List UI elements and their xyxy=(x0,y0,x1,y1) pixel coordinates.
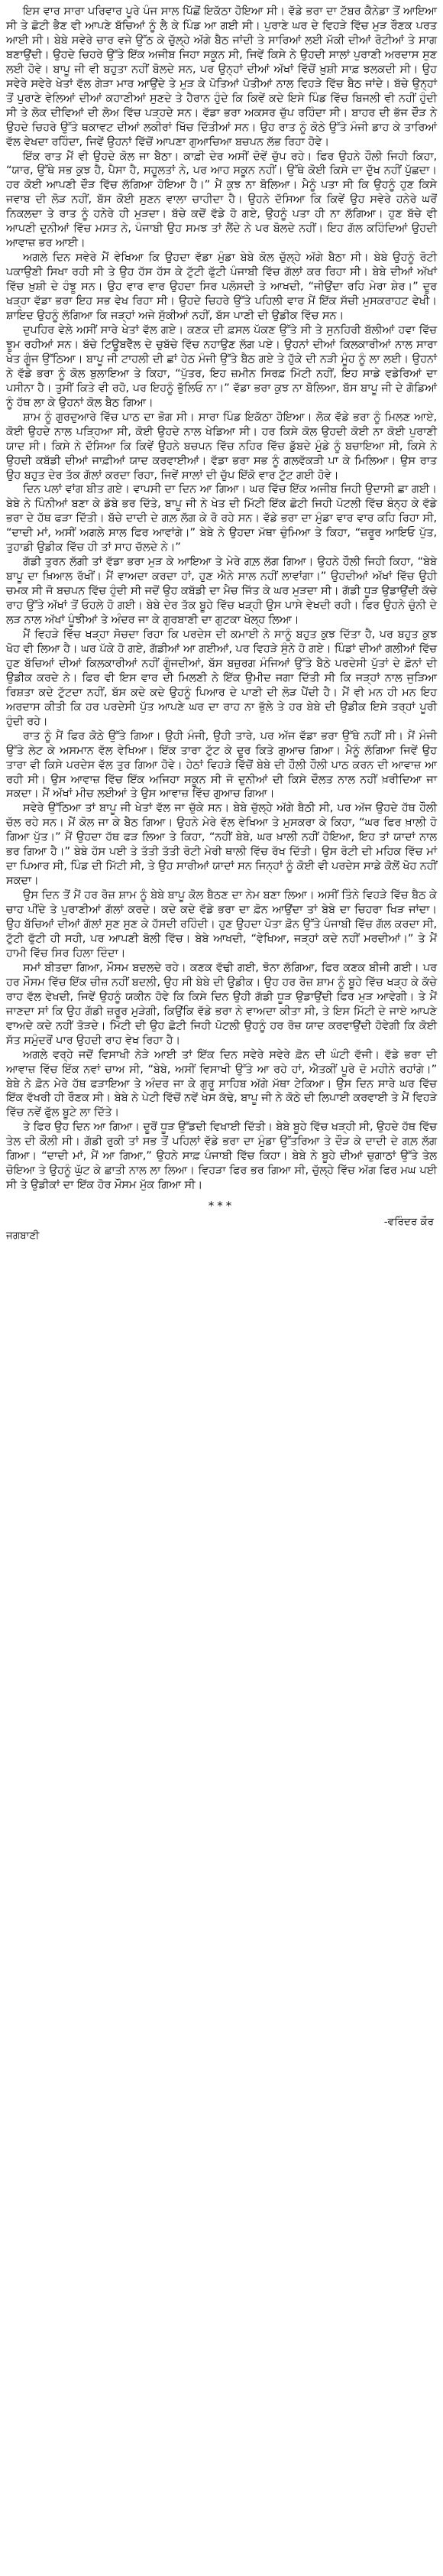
story-paragraph: ਸ਼ਾਮ ਨੂੰ ਗੁਰਦੁਆਰੇ ਵਿੱਚ ਪਾਠ ਦਾ ਭੋਗ ਸੀ। ਸਾਰਾ ਪਿੰਡ ਇਕੱਠਾ ਹੋਇਆ। ਲੋਕ ਵੱਡੇ ਭਰਾ ਨੂੰ ਮਿਲਣ ਆਏ, ਕੋਈ ਉਹਦੇ ਨਾਲ ਪੜ੍ਹਿਆ ਸੀ, ਕੋਈ ਉਹਦੇ ਨਾਲ ਖੇਡਿਆ ਸੀ। ਹਰ ਕਿਸੇ ਕੋਲ ਉਹਦੀ ਕੋਈ ਨਾ ਕੋਈ ਪੁਰਾਣੀ ਯਾਦ ਸੀ। ਕਿਸੇ ਨੇ ਦੱਸਿਆ ਕਿ ਕਿਵੇਂ ਉਹਨੇ ਬਚਪਨ ਵਿੱਚ ਨਹਿਰ ਵਿੱਚ ਡੁੱਬਦੇ ਮੁੰਡੇ ਨੂੰ ਬਚਾਇਆ ਸੀ, ਕਿਸੇ ਨੇ ਉਹਦੀ ਕਬੱਡੀ ਦੀਆਂ ਜਾਫ਼ੀਆਂ ਯਾਦ ਕਰਵਾਈਆਂ। ਵੱਡਾ ਭਰਾ ਸਭ ਨੂੰ ਗਲਵੱਕੜੀ ਪਾ ਕੇ ਮਿਲਿਆ। ਉਸ ਰਾਤ ਉਹ ਬਹੁਤ ਦੇਰ ਤੱਕ ਗੱਲਾਂ ਕਰਦਾ ਰਿਹਾ, ਜਿਵੇਂ ਸਾਲਾਂ ਦੀ ਚੁੱਪ ਇੱਕੋ ਵਾਰ ਟੁੱਟ ਗਈ ਹੋਵੇ। xyxy=(6,410,437,482)
story-paragraph: ਇਸ ਵਾਰ ਸਾਰਾ ਪਰਿਵਾਰ ਪੂਰੇ ਪੰਜ ਸਾਲ ਪਿੱਛੋਂ ਇਕੱਠਾ ਹੋਇਆ ਸੀ। ਵੱਡੇ ਭਰਾ ਦਾ ਟੱਬਰ ਕੈਨੇਡਾ ਤੋਂ ਆਇਆ ਸੀ ਤੇ ਛੋਟੀ ਭੈਣ ਵੀ ਆਪਣੇ ਬੱਚਿਆਂ ਨੂੰ ਲੈ ਕੇ ਪਿੰਡ ਆ ਗਈ ਸੀ। ਪੁਰਾਣੇ ਘਰ ਦੇ ਵਿਹੜੇ ਵਿੱਚ ਮੁੜ ਰੌਣਕ ਪਰਤ ਆਈ ਸੀ। ਬੇਬੇ ਸਵੇਰੇ ਚਾਰ ਵਜੇ ਉੱਠ ਕੇ ਚੁੱਲ੍ਹੇ ਅੱਗੇ ਬੈਠ ਜਾਂਦੀ ਤੇ ਸਾਰਿਆਂ ਲਈ ਮੱਕੀ ਦੀਆਂ ਰੋਟੀਆਂ ਤੇ ਸਾਗ ਬਣਾਉਂਦੀ। ਉਹਦੇ ਚਿਹਰੇ ਉੱਤੇ ਇੱਕ ਅਜੀਬ ਜਿਹਾ ਸਕੂਨ ਸੀ, ਜਿਵੇਂ ਕਿਸੇ ਨੇ ਉਹਦੀ ਸਾਲਾਂ ਪੁਰਾਣੀ ਅਰਦਾਸ ਸੁਣ ਲਈ ਹੋਵੇ। ਬਾਪੂ ਜੀ ਵੀ ਬਹੁਤਾ ਨਹੀਂ ਬੋਲਦੇ ਸਨ, ਪਰ ਉਨ੍ਹਾਂ ਦੀਆਂ ਅੱਖਾਂ ਵਿੱਚੋਂ ਖ਼ੁਸ਼ੀ ਸਾਫ਼ ਝਲਕਦੀ ਸੀ। ਉਹ ਸਵੇਰੇ ਸਵੇਰੇ ਖੇਤਾਂ ਵੱਲ ਗੇੜਾ ਮਾਰ ਆਉਂਦੇ ਤੇ ਮੁੜ ਕੇ ਪੋਤਿਆਂ ਪੋਤੀਆਂ ਨਾਲ ਵਿਹੜੇ ਵਿੱਚ ਬੈਠ ਜਾਂਦੇ। ਬੱਚੇ ਉਨ੍ਹਾਂ ਤੋਂ ਪੁਰਾਣੇ ਵੇਲਿਆਂ ਦੀਆਂ ਕਹਾਣੀਆਂ ਸੁਣਦੇ ਤੇ ਹੈਰਾਨ ਹੁੰਦੇ ਕਿ ਕਿਵੇਂ ਕਦੇ ਇਸੇ ਪਿੰਡ ਵਿੱਚ ਬਿਜਲੀ ਵੀ ਨਹੀਂ ਹੁੰਦੀ ਸੀ ਤੇ ਲੋਕ ਦੀਵਿਆਂ ਦੀ ਲੋਅ ਵਿੱਚ ਪੜ੍ਹਦੇ ਸਨ। ਵੱਡਾ ਭਰਾ ਅਕਸਰ ਚੁੱਪ ਰਹਿੰਦਾ ਸੀ। ਬਾਹਰ ਦੀ ਭੱਜ ਦੌੜ ਨੇ ਉਹਦੇ ਚਿਹਰੇ ਉੱਤੇ ਥਕਾਵਟ ਦੀਆਂ ਲਕੀਰਾਂ ਖਿੱਚ ਦਿੱਤੀਆਂ ਸਨ। ਉਹ ਰਾਤ ਨੂੰ ਕੋਠੇ ਉੱਤੇ ਮੰਜੀ ਡਾਹ ਕੇ ਤਾਰਿਆਂ ਵੱਲ ਵੇਖਦਾ ਰਹਿੰਦਾ, ਜਿਵੇਂ ਉਹਨਾਂ ਵਿੱਚੋਂ ਆਪਣਾ ਗੁਆਚਿਆ ਬਚਪਨ ਲੱਭ ਰਿਹਾ ਹੋਵੇ। xyxy=(6,5,437,148)
story-body xyxy=(6,5,437,1193)
section-divider: *** xyxy=(208,1199,235,1213)
story-paragraph: ਦੁਪਹਿਰ ਵੇਲੇ ਅਸੀਂ ਸਾਰੇ ਖੇਤਾਂ ਵੱਲ ਗਏ। ਕਣਕ ਦੀ ਫ਼ਸਲ ਪੱਕਣ ਉੱਤੇ ਸੀ ਤੇ ਸੁਨਹਿਰੀ ਬੱਲੀਆਂ ਹਵਾ ਵਿੱਚ ਝੂਮ ਰਹੀਆਂ ਸਨ। ਬੱਚੇ ਟਿਊਬਵੈੱਲ ਦੇ ਚੁਬੱਚੇ ਵਿੱਚ ਨਹਾਉਣ ਲੱਗ ਪਏ। ਉਹਨਾਂ ਦੀਆਂ ਕਿਲਕਾਰੀਆਂ ਨਾਲ ਸਾਰਾ ਖੇਤ ਗੂੰਜ ਉੱਠਿਆ। ਬਾਪੂ ਜੀ ਟਾਹਲੀ ਦੀ ਛਾਂ ਹੇਠ ਮੰਜੀ ਉੱਤੇ ਬੈਠ ਗਏ ਤੇ ਹੁੱਕੇ ਦੀ ਨੜੀ ਮੂੰਹ ਨੂੰ ਲਾ ਲਈ। ਉਹਨਾਂ ਨੇ ਵੱਡੇ ਭਰਾ ਨੂੰ ਕੋਲ ਬੁਲਾਇਆ ਤੇ ਕਿਹਾ, “ਪੁੱਤਰ, ਇਹ ਜ਼ਮੀਨ ਸਿਰਫ਼ ਮਿੱਟੀ ਨਹੀਂ, ਇਹ ਸਾਡੇ ਵਡੇਰਿਆਂ ਦਾ ਪਸੀਨਾ ਹੈ। ਤੁਸੀਂ ਕਿਤੇ ਵੀ ਰਹੋ, ਪਰ ਇਹਨੂੰ ਭੁੱਲਿਓ ਨਾ।” ਵੱਡਾ ਭਰਾ ਕੁਝ ਨਾ ਬੋਲਿਆ, ਬੱਸ ਬਾਪੂ ਜੀ ਦੇ ਗੋਡਿਆਂ ਨੂੰ ਹੱਥ ਲਾ ਕੇ ਉਹਨਾਂ ਕੋਲ ਬੈਠ ਗਿਆ। xyxy=(6,323,437,409)
story-paragraph: ਉਸ ਦਿਨ ਤੋਂ ਮੈਂ ਹਰ ਰੋਜ਼ ਸ਼ਾਮ ਨੂੰ ਬੇਬੇ ਬਾਪੂ ਕੋਲ ਬੈਠਣ ਦਾ ਨੇਮ ਬਣਾ ਲਿਆ। ਅਸੀਂ ਤਿੰਨੇ ਵਿਹੜੇ ਵਿੱਚ ਬੈਠ ਕੇ ਚਾਹ ਪੀਂਦੇ ਤੇ ਪੁਰਾਣੀਆਂ ਗੱਲਾਂ ਕਰਦੇ। ਕਦੇ ਕਦੇ ਵੱਡੇ ਭਰਾ ਦਾ ਫ਼ੋਨ ਆਉਂਦਾ ਤਾਂ ਬੇਬੇ ਦਾ ਚਿਹਰਾ ਖਿੜ ਜਾਂਦਾ। ਉਹ ਬੱਚਿਆਂ ਦੀਆਂ ਗੱਲਾਂ ਸੁਣ ਸੁਣ ਕੇ ਹੱਸਦੀ ਰਹਿੰਦੀ। ਹੁਣ ਉਹਦਾ ਪੋਤਾ ਫ਼ੋਨ ਉੱਤੇ ਪੰਜਾਬੀ ਵਿੱਚ ਗੱਲ ਕਰਦਾ ਸੀ, ਟੁੱਟੀ ਫੁੱਟੀ ਹੀ ਸਹੀ, ਪਰ ਆਪਣੀ ਬੋਲੀ ਵਿੱਚ। ਬੇਬੇ ਆਖਦੀ, “ਵੇਖਿਆ, ਜੜ੍ਹਾਂ ਕਦੇ ਨਹੀਂ ਮਰਦੀਆਂ।” ਤੇ ਮੈਂ ਹਾਮੀ ਵਿੱਚ ਸਿਰ ਹਿਲਾ ਦਿੰਦਾ। xyxy=(6,888,437,960)
story-paragraph: ਗੱਡੀ ਤੁਰਨ ਲੱਗੀ ਤਾਂ ਵੱਡਾ ਭਰਾ ਮੁੜ ਕੇ ਆਇਆ ਤੇ ਮੇਰੇ ਗਲ਼ ਲੱਗ ਗਿਆ। ਉਹਨੇ ਹੌਲੀ ਜਿਹੀ ਕਿਹਾ, “ਬੇਬੇ ਬਾਪੂ ਦਾ ਖ਼ਿਆਲ ਰੱਖੀਂ। ਮੈਂ ਵਾਅਦਾ ਕਰਦਾ ਹਾਂ, ਹੁਣ ਐਨੇ ਸਾਲ ਨਹੀਂ ਲਾਵਾਂਗਾ।” ਉਹਦੀਆਂ ਅੱਖਾਂ ਵਿੱਚ ਉਹੀ ਚਮਕ ਸੀ ਜੋ ਬਚਪਨ ਵਿੱਚ ਹੁੰਦੀ ਸੀ ਜਦੋਂ ਉਹ ਕਬੱਡੀ ਦਾ ਮੈਚ ਜਿੱਤ ਕੇ ਘਰ ਮੁੜਦਾ ਸੀ। ਗੱਡੀ ਧੂੜ ਉਡਾਉਂਦੀ ਕੱਚੇ ਰਾਹ ਉੱਤੇ ਅੱਖਾਂ ਤੋਂ ਓਹਲੇ ਹੋ ਗਈ। ਬੇਬੇ ਦੇਰ ਤੱਕ ਬੂਹੇ ਵਿੱਚ ਖੜ੍ਹੀ ਉਸ ਪਾਸੇ ਵੇਖਦੀ ਰਹੀ। ਫਿਰ ਉਹਨੇ ਚੁੰਨੀ ਦੇ ਲੜ ਨਾਲ ਅੱਖਾਂ ਪੂੰਝੀਆਂ ਤੇ ਅੰਦਰ ਜਾ ਕੇ ਗੁਰਬਾਣੀ ਦਾ ਗੁਟਕਾ ਖੋਲ੍ਹ ਲਿਆ। xyxy=(6,555,437,627)
source-credit: ਜਗਬਾਣੀ xyxy=(6,1230,40,1243)
story-paragraph: ਸਵੇਰੇ ਉੱਠਿਆ ਤਾਂ ਬਾਪੂ ਜੀ ਖੇਤਾਂ ਵੱਲ ਜਾ ਚੁੱਕੇ ਸਨ। ਬੇਬੇ ਚੁੱਲ੍ਹੇ ਅੱਗੇ ਬੈਠੀ ਸੀ, ਪਰ ਅੱਜ ਉਹਦੇ ਹੱਥ ਹੌਲੀ ਚੱਲ ਰਹੇ ਸਨ। ਮੈਂ ਕੋਲ ਜਾ ਕੇ ਬੈਠ ਗਿਆ। ਉਹਨੇ ਮੇਰੇ ਵੱਲ ਵੇਖਿਆ ਤੇ ਮੁਸਕਰਾ ਕੇ ਕਿਹਾ, “ਘਰ ਫਿਰ ਖ਼ਾਲੀ ਹੋ ਗਿਆ ਪੁੱਤ।” ਮੈਂ ਉਹਦਾ ਹੱਥ ਫੜ ਲਿਆ ਤੇ ਕਿਹਾ, “ਨਹੀਂ ਬੇਬੇ, ਘਰ ਖ਼ਾਲੀ ਨਹੀਂ ਹੋਇਆ, ਇਹ ਤਾਂ ਯਾਦਾਂ ਨਾਲ ਭਰ ਗਿਆ ਹੈ।” ਬੇਬੇ ਹੱਸ ਪਈ ਤੇ ਤੱਤੀ ਤੱਤੀ ਰੋਟੀ ਮੇਰੀ ਥਾਲੀ ਵਿੱਚ ਰੱਖ ਦਿੱਤੀ। ਉਸ ਰੋਟੀ ਦੀ ਮਹਿਕ ਵਿੱਚ ਮਾਂ ਦਾ ਪਿਆਰ ਸੀ, ਪਿੰਡ ਦੀ ਮਿੱਟੀ ਸੀ, ਤੇ ਉਹ ਸਾਰੀਆਂ ਯਾਦਾਂ ਸਨ ਜਿਨ੍ਹਾਂ ਨੂੰ ਕੋਈ ਵੀ ਪਰਦੇਸ ਸਾਡੇ ਕੋਲੋਂ ਖੋਹ ਨਹੀਂ ਸਕਦਾ। xyxy=(6,801,437,888)
story-paragraph: ਤੇ ਫਿਰ ਉਹ ਦਿਨ ਆ ਗਿਆ। ਦੂਰੋਂ ਧੂੜ ਉੱਡਦੀ ਵਿਖਾਈ ਦਿੱਤੀ। ਬੇਬੇ ਬੂਹੇ ਵਿੱਚ ਖੜ੍ਹੀ ਸੀ, ਉਹਦੇ ਹੱਥ ਵਿੱਚ ਤੇਲ ਦੀ ਕੌਲੀ ਸੀ। ਗੱਡੀ ਰੁਕੀ ਤਾਂ ਸਭ ਤੋਂ ਪਹਿਲਾਂ ਵੱਡੇ ਭਰਾ ਦਾ ਮੁੰਡਾ ਉੱਤਰਿਆ ਤੇ ਦੌੜ ਕੇ ਦਾਦੀ ਦੇ ਗਲ਼ ਲੱਗ ਗਿਆ। “ਦਾਦੀ ਮਾਂ, ਮੈਂ ਆ ਗਿਆ,” ਉਹਨੇ ਸਾਫ਼ ਪੰਜਾਬੀ ਵਿੱਚ ਕਿਹਾ। ਬੇਬੇ ਨੇ ਬੂਹੇ ਦੀਆਂ ਚੁਗਾਠਾਂ ਉੱਤੇ ਤੇਲ ਚੋਇਆ ਤੇ ਉਹਨੂੰ ਘੁੱਟ ਕੇ ਛਾਤੀ ਨਾਲ ਲਾ ਲਿਆ। ਵਿਹੜਾ ਫਿਰ ਭਰ ਗਿਆ ਸੀ, ਚੁੱਲ੍ਹੇ ਵਿੱਚ ਅੱਗ ਫਿਰ ਮਘ ਪਈ ਸੀ ਤੇ ਉਡੀਕਾਂ ਦਾ ਇੱਕ ਹੋਰ ਮੌਸਮ ਮੁੱਕ ਗਿਆ ਸੀ। xyxy=(6,1120,438,1192)
author-signature: -ਵਰਿੰਦਰ ਕੌਰ xyxy=(383,1216,434,1229)
story-paragraph: ਅਗਲੇ ਦਿਨ ਸਵੇਰੇ ਮੈਂ ਵੇਖਿਆ ਕਿ ਉਹਦਾ ਵੱਡਾ ਮੁੰਡਾ ਬੇਬੇ ਕੋਲ ਚੁੱਲ੍ਹੇ ਅੱਗੇ ਬੈਠਾ ਸੀ। ਬੇਬੇ ਉਹਨੂੰ ਰੋਟੀ ਪਕਾਉਣੀ ਸਿਖਾ ਰਹੀ ਸੀ ਤੇ ਉਹ ਹੱਸ ਹੱਸ ਕੇ ਟੁੱਟੀ ਫੁੱਟੀ ਪੰਜਾਬੀ ਵਿੱਚ ਗੱਲਾਂ ਕਰ ਰਿਹਾ ਸੀ। ਬੇਬੇ ਦੀਆਂ ਅੱਖਾਂ ਵਿੱਚ ਖ਼ੁਸ਼ੀ ਦੇ ਹੰਝੂ ਸਨ। ਉਹ ਵਾਰ ਵਾਰ ਉਹਦਾ ਸਿਰ ਪਲੋਸਦੀ ਤੇ ਆਖਦੀ, “ਜੀਉਂਦਾ ਰਹਿ ਮੇਰਾ ਸ਼ੇਰ।” ਦੂਰ ਖੜ੍ਹਾ ਵੱਡਾ ਭਰਾ ਇਹ ਸਭ ਵੇਖ ਰਿਹਾ ਸੀ। ਉਹਦੇ ਚਿਹਰੇ ਉੱਤੇ ਪਹਿਲੀ ਵਾਰ ਮੈਂ ਇੱਕ ਸੱਚੀ ਮੁਸਕਰਾਹਟ ਵੇਖੀ। ਸ਼ਾਇਦ ਉਹਨੂੰ ਲੱਗਿਆ ਕਿ ਜੜ੍ਹਾਂ ਅਜੇ ਸੁੱਕੀਆਂ ਨਹੀਂ, ਬੱਸ ਪਾਣੀ ਦੀ ਉਡੀਕ ਵਿੱਚ ਸਨ। xyxy=(6,251,437,323)
story-paragraph: ਇੱਕ ਰਾਤ ਮੈਂ ਵੀ ਉਹਦੇ ਕੋਲ ਜਾ ਬੈਠਾ। ਕਾਫ਼ੀ ਦੇਰ ਅਸੀਂ ਦੋਵੇਂ ਚੁੱਪ ਰਹੇ। ਫਿਰ ਉਹਨੇ ਹੌਲੀ ਜਿਹੀ ਕਿਹਾ, “ਯਾਰ, ਉੱਥੇ ਸਭ ਕੁਝ ਹੈ, ਪੈਸਾ ਹੈ, ਸਹੂਲਤਾਂ ਨੇ, ਪਰ ਆਹ ਸਕੂਨ ਨਹੀਂ। ਉੱਥੇ ਕੋਈ ਕਿਸੇ ਦਾ ਦੁੱਖ ਨਹੀਂ ਪੁੱਛਦਾ। ਹਰ ਕੋਈ ਆਪਣੀ ਦੌੜ ਵਿੱਚ ਲੱਗਿਆ ਹੋਇਆ ਹੈ।” ਮੈਂ ਕੁਝ ਨਾ ਬੋਲਿਆ। ਮੈਨੂੰ ਪਤਾ ਸੀ ਕਿ ਉਹਨੂੰ ਹੁਣ ਕਿਸੇ ਜਵਾਬ ਦੀ ਲੋੜ ਨਹੀਂ, ਬੱਸ ਕੋਈ ਸੁਣਨ ਵਾਲਾ ਚਾਹੀਦਾ ਹੈ। ਉਹਨੇ ਦੱਸਿਆ ਕਿ ਕਿਵੇਂ ਉਹ ਸਵੇਰੇ ਹਨੇਰੇ ਘਰੋਂ ਨਿਕਲਦਾ ਤੇ ਰਾਤ ਨੂੰ ਹਨੇਰੇ ਹੀ ਮੁੜਦਾ। ਬੱਚੇ ਕਦੋਂ ਵੱਡੇ ਹੋ ਗਏ, ਉਹਨੂੰ ਪਤਾ ਹੀ ਨਾ ਲੱਗਿਆ। ਹੁਣ ਬੱਚੇ ਵੀ ਆਪਣੀ ਦੁਨੀਆਂ ਵਿੱਚ ਮਸਤ ਨੇ, ਪੰਜਾਬੀ ਉਹ ਸਮਝ ਤਾਂ ਲੈਂਦੇ ਨੇ ਪਰ ਬੋਲਦੇ ਨਹੀਂ। ਇਹ ਗੱਲ ਕਹਿੰਦਿਆਂ ਉਹਦੀ ਆਵਾਜ਼ ਭਰ ਆਈ। xyxy=(6,149,437,250)
story-paragraph: ਅਗਲੇ ਵਰ੍ਹੇ ਜਦੋਂ ਵਿਸਾਖੀ ਨੇੜੇ ਆਈ ਤਾਂ ਇੱਕ ਦਿਨ ਸਵੇਰੇ ਸਵੇਰੇ ਫ਼ੋਨ ਦੀ ਘੰਟੀ ਵੱਜੀ। ਵੱਡੇ ਭਰਾ ਦੀ ਆਵਾਜ਼ ਵਿੱਚ ਇੱਕ ਨਵਾਂ ਚਾਅ ਸੀ, “ਬੇਬੇ, ਅਸੀਂ ਵਿਸਾਖੀ ਉੱਤੇ ਆ ਰਹੇ ਹਾਂ, ਐਤਕੀਂ ਪੂਰੇ ਦੋ ਮਹੀਨੇ ਰਹਾਂਗੇ।” ਬੇਬੇ ਨੇ ਫ਼ੋਨ ਮੇਰੇ ਹੱਥ ਫੜਾਇਆ ਤੇ ਅੰਦਰ ਜਾ ਕੇ ਗੁਰੂ ਸਾਹਿਬ ਅੱਗੇ ਮੱਥਾ ਟੇਕਿਆ। ਉਸ ਦਿਨ ਸਾਰੇ ਘਰ ਵਿੱਚ ਇੱਕ ਵੱਖਰੀ ਹੀ ਰੌਣਕ ਸੀ। ਬੇਬੇ ਨੇ ਪੇਟੀ ਵਿੱਚੋਂ ਨਵੇਂ ਖੇਸ ਕੱਢੇ, ਬਾਪੂ ਜੀ ਨੇ ਕੋਠੇ ਦੀ ਲਿਪਾਈ ਕਰਵਾਈ ਤੇ ਮੈਂ ਵਿਹੜੇ ਵਿੱਚ ਨਵੇਂ ਫੁੱਲ ਬੂਟੇ ਲਾ ਦਿੱਤੇ। xyxy=(6,1048,437,1119)
story-paragraph: ਮੈਂ ਵਿਹੜੇ ਵਿੱਚ ਖੜ੍ਹਾ ਸੋਚਦਾ ਰਿਹਾ ਕਿ ਪਰਦੇਸ ਦੀ ਕਮਾਈ ਨੇ ਸਾਨੂੰ ਬਹੁਤ ਕੁਝ ਦਿੱਤਾ ਹੈ, ਪਰ ਬਹੁਤ ਕੁਝ ਖੋਹ ਵੀ ਲਿਆ ਹੈ। ਘਰ ਪੱਕੇ ਹੋ ਗਏ, ਗੱਡੀਆਂ ਆ ਗਈਆਂ, ਪਰ ਵਿਹੜੇ ਸੁੰਨੇ ਹੋ ਗਏ। ਪਿੰਡਾਂ ਦੀਆਂ ਗਲੀਆਂ ਵਿੱਚ ਹੁਣ ਬੱਚਿਆਂ ਦੀਆਂ ਕਿਲਕਾਰੀਆਂ ਨਹੀਂ ਗੂੰਜਦੀਆਂ, ਬੱਸ ਬਜ਼ੁਰਗ ਮੰਜਿਆਂ ਉੱਤੇ ਬੈਠੇ ਪਰਦੇਸੀ ਪੁੱਤਾਂ ਦੇ ਫ਼ੋਨਾਂ ਦੀ ਉਡੀਕ ਕਰਦੇ ਨੇ। ਫਿਰ ਵੀ ਇਸ ਵਾਰ ਦੀ ਮਿਲਣੀ ਨੇ ਇੱਕ ਉਮੀਦ ਜਗਾ ਦਿੱਤੀ ਸੀ ਕਿ ਜੜ੍ਹਾਂ ਨਾਲ ਜੁੜਿਆ ਰਿਸ਼ਤਾ ਕਦੇ ਟੁੱਟਦਾ ਨਹੀਂ, ਬੱਸ ਕਦੇ ਕਦੇ ਉਹਨੂੰ ਪਿਆਰ ਦੇ ਪਾਣੀ ਦੀ ਲੋੜ ਪੈਂਦੀ ਹੈ। ਮੈਂ ਵੀ ਮਨ ਹੀ ਮਨ ਇਹ ਅਰਦਾਸ ਕੀਤੀ ਕਿ ਹਰ ਪਰਦੇਸੀ ਪੁੱਤ ਆਪਣੇ ਘਰ ਦਾ ਰਾਹ ਨਾ ਭੁੱਲੇ ਤੇ ਹਰ ਬੇਬੇ ਦੀ ਉਡੀਕ ਇਸੇ ਤਰ੍ਹਾਂ ਪੂਰੀ ਹੁੰਦੀ ਰਹੇ। xyxy=(6,627,437,728)
story-paragraph: ਸਮਾਂ ਬੀਤਦਾ ਗਿਆ, ਮੌਸਮ ਬਦਲਦੇ ਰਹੇ। ਕਣਕ ਵੱਢੀ ਗਈ, ਝੋਨਾ ਲੱਗਿਆ, ਫਿਰ ਕਣਕ ਬੀਜੀ ਗਈ। ਪਰ ਹਰ ਮੌਸਮ ਵਿੱਚ ਇੱਕ ਚੀਜ਼ ਨਹੀਂ ਬਦਲੀ, ਉਹ ਸੀ ਬੇਬੇ ਦੀ ਉਡੀਕ। ਉਹ ਹਰ ਰੋਜ਼ ਸ਼ਾਮ ਨੂੰ ਬੂਹੇ ਵਿੱਚ ਖੜ੍ਹ ਕੇ ਕੱਚੇ ਰਾਹ ਵੱਲ ਵੇਖਦੀ, ਜਿਵੇਂ ਉਹਨੂੰ ਯਕੀਨ ਹੋਵੇ ਕਿ ਕਿਸੇ ਦਿਨ ਉਹੀ ਗੱਡੀ ਧੂੜ ਉਡਾਉਂਦੀ ਫਿਰ ਮੁੜ ਆਵੇਗੀ। ਤੇ ਮੈਂ ਜਾਣਦਾ ਸਾਂ ਕਿ ਉਹ ਗੱਡੀ ਜ਼ਰੂਰ ਮੁੜੇਗੀ, ਕਿਉਂਕਿ ਵੱਡੇ ਭਰਾ ਨੇ ਵਾਅਦਾ ਕੀਤਾ ਸੀ, ਤੇ ਇਸ ਮਿੱਟੀ ਦੇ ਜਾਏ ਆਪਣੇ ਵਾਅਦੇ ਕਦੇ ਨਹੀਂ ਤੋੜਦੇ। ਮਿੱਟੀ ਦੀ ਉਹ ਛੋਟੀ ਜਿਹੀ ਪੋਟਲੀ ਉਹਨੂੰ ਹਰ ਰੋਜ਼ ਯਾਦ ਕਰਵਾਉਂਦੀ ਹੋਵੇਗੀ ਕਿ ਕੋਈ ਸੱਤ ਸਮੁੰਦਰੋਂ ਪਾਰ ਉਹਦੀ ਰਾਹ ਵੇਖ ਰਿਹਾ ਹੈ। xyxy=(6,960,437,1047)
story-paragraph: ਦਿਨ ਪਲਾਂ ਵਾਂਗ ਬੀਤ ਗਏ। ਵਾਪਸੀ ਦਾ ਦਿਨ ਆ ਗਿਆ। ਘਰ ਵਿੱਚ ਇੱਕ ਅਜੀਬ ਜਿਹੀ ਉਦਾਸੀ ਛਾ ਗਈ। ਬੇਬੇ ਨੇ ਪਿੰਨੀਆਂ ਬਣਾ ਕੇ ਡੱਬੇ ਭਰ ਦਿੱਤੇ, ਬਾਪੂ ਜੀ ਨੇ ਖੇਤ ਦੀ ਮਿੱਟੀ ਇੱਕ ਛੋਟੀ ਜਿਹੀ ਪੋਟਲੀ ਵਿੱਚ ਬੰਨ੍ਹ ਕੇ ਵੱਡੇ ਭਰਾ ਦੇ ਹੱਥ ਫੜਾ ਦਿੱਤੀ। ਬੱਚੇ ਦਾਦੀ ਦੇ ਗਲ਼ ਲੱਗ ਕੇ ਰੋ ਰਹੇ ਸਨ। ਵੱਡੇ ਭਰਾ ਦਾ ਮੁੰਡਾ ਵਾਰ ਵਾਰ ਕਹਿ ਰਿਹਾ ਸੀ, “ਦਾਦੀ ਮਾਂ, ਅਸੀਂ ਅਗਲੇ ਸਾਲ ਫਿਰ ਆਵਾਂਗੇ।” ਬੇਬੇ ਨੇ ਉਹਦਾ ਮੱਥਾ ਚੁੰਮਿਆ ਤੇ ਕਿਹਾ, “ਜ਼ਰੂਰ ਆਇਓ ਪੁੱਤ, ਤੁਹਾਡੀ ਉਡੀਕ ਵਿੱਚ ਹੀ ਤਾਂ ਸਾਹ ਚੱਲਦੇ ਨੇ।” xyxy=(6,482,437,554)
story-paragraph: ਰਾਤ ਨੂੰ ਮੈਂ ਫਿਰ ਕੋਠੇ ਉੱਤੇ ਗਿਆ। ਉਹੀ ਮੰਜੀ, ਉਹੀ ਤਾਰੇ, ਪਰ ਅੱਜ ਵੱਡਾ ਭਰਾ ਉੱਥੇ ਨਹੀਂ ਸੀ। ਮੈਂ ਮੰਜੀ ਉੱਤੇ ਲੇਟ ਕੇ ਅਸਮਾਨ ਵੱਲ ਵੇਖਿਆ। ਇੱਕ ਤਾਰਾ ਟੁੱਟ ਕੇ ਦੂਰ ਕਿਤੇ ਗੁਆਚ ਗਿਆ। ਮੈਨੂੰ ਲੱਗਿਆ ਜਿਵੇਂ ਉਹ ਤਾਰਾ ਵੀ ਕਿਸੇ ਪਰਦੇਸ ਵੱਲ ਤੁਰ ਗਿਆ ਹੋਵੇ। ਹੇਠਾਂ ਵਿਹੜੇ ਵਿੱਚੋਂ ਬੇਬੇ ਦੀ ਹੌਲੀ ਹੌਲੀ ਪਾਠ ਕਰਨ ਦੀ ਆਵਾਜ਼ ਆ ਰਹੀ ਸੀ। ਉਸ ਆਵਾਜ਼ ਵਿੱਚ ਇੱਕ ਅਜਿਹਾ ਸਕੂਨ ਸੀ ਜੋ ਦੁਨੀਆਂ ਦੀ ਕਿਸੇ ਦੌਲਤ ਨਾਲ ਨਹੀਂ ਖ਼ਰੀਦਿਆ ਜਾ ਸਕਦਾ। ਮੈਂ ਅੱਖਾਂ ਮੀਚ ਲਈਆਂ ਤੇ ਉਸ ਆਵਾਜ਼ ਵਿੱਚ ਗੁਆਚ ਗਿਆ। xyxy=(6,729,437,801)
